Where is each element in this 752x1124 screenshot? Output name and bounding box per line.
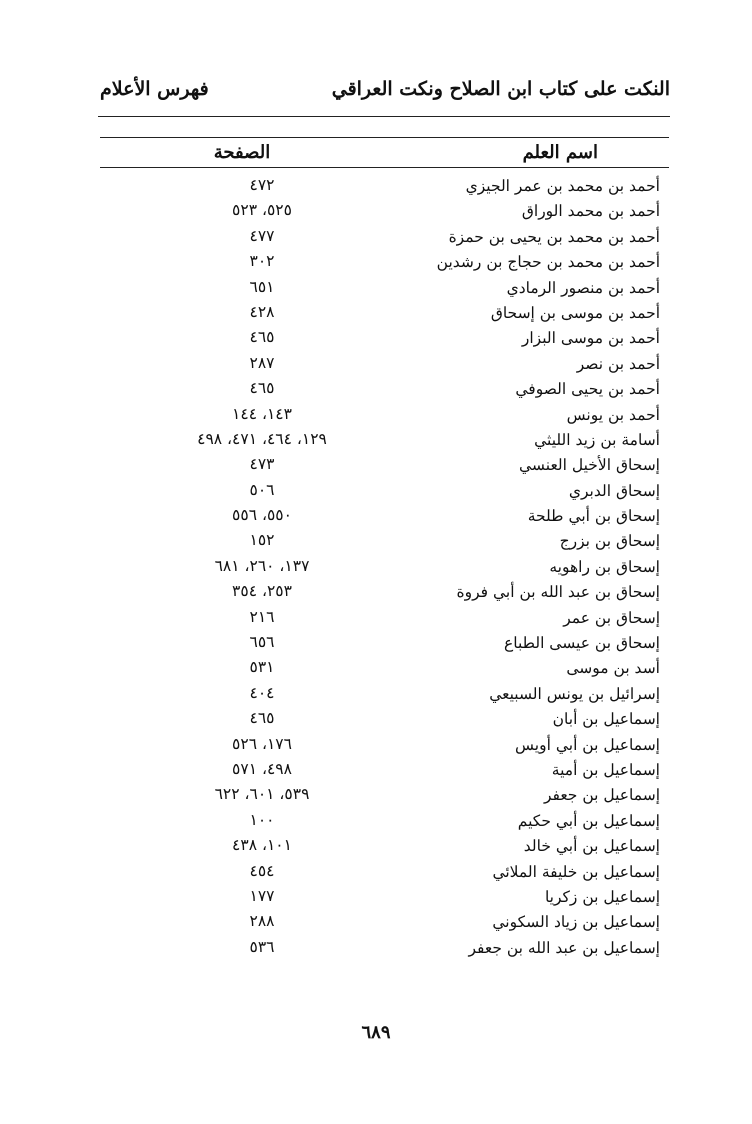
page-number: ٦٨٩ bbox=[361, 1022, 391, 1043]
page-references: ٤٠٤ bbox=[249, 683, 275, 702]
table-row bbox=[100, 707, 660, 732]
table-row bbox=[100, 428, 660, 453]
table-row bbox=[100, 783, 660, 808]
person-name: إسحاق بن عبد الله بن أبي فروة bbox=[456, 583, 660, 602]
person-name: أحمد بن محمد بن يحيى بن حمزة bbox=[448, 227, 660, 246]
person-name: إسماعيل بن خليفة الملائي bbox=[492, 862, 660, 881]
page-references: ٥٢٥، ٥٢٣ bbox=[232, 201, 292, 220]
person-name: إسماعيل بن زكريا bbox=[544, 887, 660, 906]
person-name: إسماعيل بن أبي أويس bbox=[515, 735, 660, 754]
page-references: ٤٧٧ bbox=[249, 226, 275, 245]
page-references: ١٣٧، ٢٦٠، ٦٨١ bbox=[214, 556, 310, 575]
page-references: ٤٦٥ bbox=[249, 379, 275, 398]
section-title: فهرس الأعلام bbox=[100, 78, 209, 100]
person-name: إسحاق بن عمر bbox=[563, 608, 660, 627]
page-references: ٢٥٣، ٣٥٤ bbox=[232, 582, 292, 601]
page-references: ٢٨٧ bbox=[249, 353, 275, 372]
page-references: ٥٣١ bbox=[249, 658, 275, 677]
person-name: أحمد بن نصر bbox=[576, 354, 660, 373]
page-references: ٥٠٦ bbox=[249, 480, 275, 499]
table-row bbox=[100, 809, 660, 834]
table-row bbox=[100, 326, 660, 351]
table-row bbox=[100, 377, 660, 402]
person-name: أحمد بن منصور الرمادي bbox=[506, 278, 660, 297]
person-name: أسد بن موسى bbox=[566, 659, 660, 678]
table-row bbox=[100, 733, 660, 758]
page-references: ٤٢٨ bbox=[249, 302, 275, 321]
person-name: أحمد بن محمد بن حجاج بن رشدين bbox=[436, 253, 660, 272]
page-references: ١٠١، ٤٣٨ bbox=[232, 836, 292, 855]
person-name: إسماعيل بن أبي حكيم bbox=[517, 811, 660, 830]
page-references: ٥٥٠، ٥٥٦ bbox=[232, 506, 292, 525]
column-header-page: الصفحة bbox=[213, 142, 271, 163]
table-row bbox=[100, 936, 660, 961]
table-row bbox=[100, 656, 660, 681]
person-name: إسحاق الأخيل العنسي bbox=[519, 456, 660, 475]
header-rule bbox=[98, 116, 670, 117]
person-name: إسماعيل بن أبي خالد bbox=[523, 837, 660, 856]
table-row bbox=[100, 631, 660, 656]
page-references: ٥٣٦ bbox=[249, 937, 275, 956]
person-name: أسامة بن زيد الليثي bbox=[534, 430, 660, 449]
table-row bbox=[100, 885, 660, 910]
table-top-rule bbox=[100, 137, 669, 138]
table-row bbox=[100, 276, 660, 301]
table-row bbox=[100, 479, 660, 504]
table-row bbox=[100, 758, 660, 783]
page-references: ٥٣٩، ٦٠١، ٦٢٢ bbox=[214, 785, 310, 804]
table-row bbox=[100, 555, 660, 580]
page-references: ٦٥١ bbox=[249, 277, 275, 296]
page-references: ٤٧٣ bbox=[249, 455, 275, 474]
person-name: إسماعيل بن أبان bbox=[552, 710, 660, 729]
page-references: ٢١٦ bbox=[249, 607, 275, 626]
person-name: إسحاق الدبري bbox=[568, 481, 660, 500]
page-references: ١٤٣، ١٤٤ bbox=[232, 404, 292, 423]
person-name: إسماعيل بن أمية bbox=[551, 760, 660, 779]
person-name: إسحاق بن بزرج bbox=[559, 532, 660, 551]
page-references: ٣٠٢ bbox=[249, 252, 275, 271]
table-row bbox=[100, 199, 660, 224]
table-row bbox=[100, 403, 660, 428]
table-row bbox=[100, 682, 660, 707]
page-references: ١٧٦، ٥٢٦ bbox=[232, 734, 292, 753]
table-row bbox=[100, 174, 660, 199]
table-row bbox=[100, 860, 660, 885]
person-name: أحمد بن محمد الوراق bbox=[521, 202, 660, 221]
table-row bbox=[100, 225, 660, 250]
page-references: ٤٧٢ bbox=[249, 176, 275, 194]
column-header-name: اسم العلم bbox=[522, 142, 598, 163]
table-row bbox=[100, 352, 660, 377]
person-name: إسماعيل بن عبد الله بن جعفر bbox=[468, 938, 660, 957]
table-row bbox=[100, 301, 660, 326]
index-table-body bbox=[100, 174, 660, 961]
page-references: ١٥٢ bbox=[249, 531, 275, 550]
page-references: ٤٦٥ bbox=[249, 709, 275, 728]
person-name: إسماعيل بن جعفر bbox=[543, 786, 660, 805]
page-references: ٤٦٥ bbox=[249, 328, 275, 347]
page-references: ٢٨٨ bbox=[249, 912, 275, 931]
page-references: ٤٥٤ bbox=[249, 861, 275, 880]
person-name: إسحاق بن أبي طلحة bbox=[527, 507, 660, 526]
table-header-rule bbox=[100, 167, 669, 168]
table-row bbox=[100, 250, 660, 275]
table-row bbox=[100, 606, 660, 631]
table-row bbox=[100, 910, 660, 935]
table-row bbox=[100, 580, 660, 605]
person-name: إسماعيل بن زياد السكوني bbox=[492, 913, 660, 932]
page-references: ٦٥٦ bbox=[249, 633, 275, 652]
book-title: النكت على كتاب ابن الصلاح ونكت العراقي bbox=[331, 78, 670, 100]
table-row bbox=[100, 504, 660, 529]
person-name: أحمد بن موسى بن إسحاق bbox=[490, 303, 660, 322]
page-references: ١٢٩، ٤٦٤، ٤٧١، ٤٩٨ bbox=[197, 429, 327, 448]
running-header bbox=[100, 78, 670, 114]
page-references: ١٧٧ bbox=[249, 886, 275, 905]
person-name: أحمد بن يونس bbox=[566, 405, 660, 424]
table-row bbox=[100, 529, 660, 554]
table-row bbox=[100, 834, 660, 859]
page-references: ١٠٠ bbox=[249, 810, 275, 829]
person-name: إسحاق بن عيسى الطباع bbox=[503, 634, 660, 653]
person-name: أحمد بن محمد بن عمر الجيزي bbox=[465, 177, 660, 195]
person-name: إسرائيل بن يونس السبيعي bbox=[489, 684, 660, 703]
person-name: أحمد بن يحيى الصوفي bbox=[515, 380, 660, 399]
table-row bbox=[100, 453, 660, 478]
person-name: إسحاق بن راهويه bbox=[549, 557, 660, 576]
page-references: ٤٩٨، ٥٧١ bbox=[232, 759, 292, 778]
person-name: أحمد بن موسى البزار bbox=[521, 329, 660, 348]
